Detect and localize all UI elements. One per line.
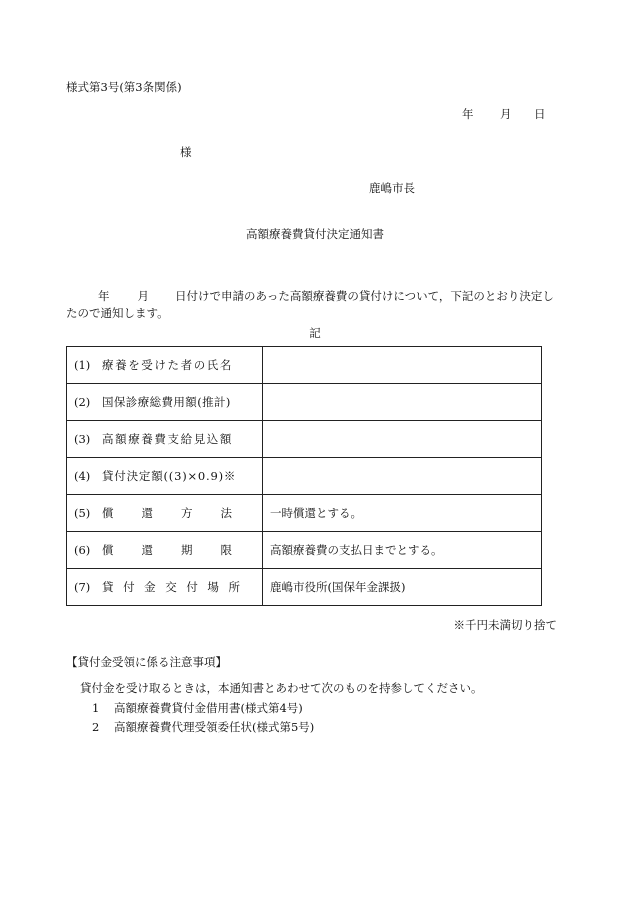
- addressee-suffix: 様: [180, 145, 192, 159]
- table-row: [67, 495, 542, 532]
- row-number: (4): [74, 469, 91, 483]
- row-label: [67, 532, 263, 569]
- date-day-label: 日: [534, 107, 546, 121]
- row-value: [263, 421, 542, 458]
- body-text: 日付けで申請のあった高額療養費の貸付けについて，下記のとおり決定したので通知します。: [66, 289, 554, 320]
- row-label: [67, 347, 263, 384]
- row-number: (1): [74, 358, 91, 372]
- notice-item-number: 1: [92, 701, 100, 715]
- row-label-text: 償 還 期 限: [102, 543, 232, 557]
- row-value: 鹿嶋市役所(国保年金課扱): [263, 569, 542, 606]
- body-date-month: 月: [137, 289, 149, 303]
- table-row: [67, 347, 542, 384]
- row-label: [67, 495, 263, 532]
- row-number: (7): [74, 580, 91, 594]
- row-label-text: 貸 付 金 交 付 場 所: [102, 580, 240, 594]
- row-value: 一時償還とする。: [263, 495, 542, 532]
- issuer: 鹿嶋市長: [369, 181, 415, 195]
- row-label-text: 償 還 方 法: [102, 506, 232, 520]
- row-number: (5): [74, 506, 91, 520]
- ki-heading: 記: [309, 326, 321, 340]
- notice-heading: 【貸付金受領に係る注意事項】: [66, 655, 227, 669]
- row-label-text: 貸付決定額((3)×0.9)※: [102, 469, 237, 483]
- date-month-label: 月: [500, 107, 512, 121]
- row-label-text: 療養を受けた者の氏名: [102, 358, 233, 372]
- table-row: [67, 569, 542, 606]
- row-label-text: 国保診療総費用額(推計): [102, 395, 231, 409]
- body-paragraph: [66, 288, 562, 322]
- row-value: [263, 347, 542, 384]
- row-number: (2): [74, 395, 91, 409]
- notice-item: [92, 701, 303, 715]
- row-label: [67, 458, 263, 495]
- row-value: [263, 458, 542, 495]
- table-row: [67, 384, 542, 421]
- table-row: [67, 532, 542, 569]
- table-row: [67, 458, 542, 495]
- row-label-text: 高額療養費支給見込額: [102, 432, 233, 446]
- notice-text: 貸付金を受け取るときは，本通知書とあわせて次のものを持参してください。: [80, 681, 483, 695]
- row-label: [67, 384, 263, 421]
- notice-item-text: 高額療養費代理受領委任状(様式第5号): [114, 720, 315, 734]
- table-row: [67, 421, 542, 458]
- issue-date: [462, 107, 546, 121]
- form-number: 様式第3号(第3条関係): [66, 80, 182, 94]
- details-table: [66, 346, 542, 606]
- date-year-label: 年: [462, 107, 474, 121]
- row-number: (3): [74, 432, 91, 446]
- row-label: [67, 569, 263, 606]
- footnote: ※千円未満切り捨て: [453, 618, 557, 632]
- row-value: 高額療養費の支払日までとする。: [263, 532, 542, 569]
- row-value: [263, 384, 542, 421]
- row-label: [67, 421, 263, 458]
- document-title: 高額療養費貸付決定通知書: [246, 227, 384, 241]
- notice-item-number: 2: [92, 720, 100, 734]
- notice-item-text: 高額療養費貸付金借用書(様式第4号): [114, 701, 303, 715]
- body-date-year: 年: [98, 289, 110, 303]
- row-number: (6): [74, 543, 91, 557]
- notice-item: [92, 720, 314, 734]
